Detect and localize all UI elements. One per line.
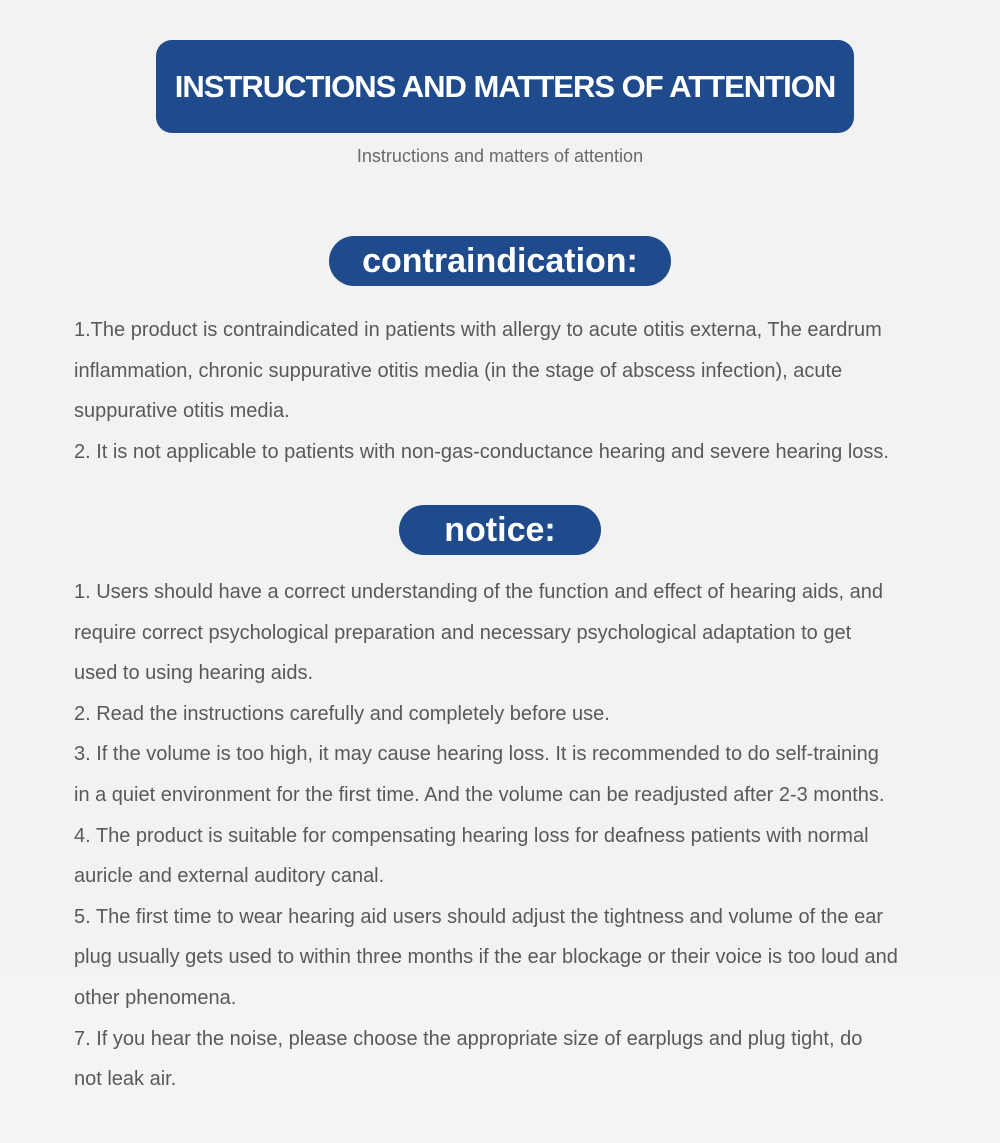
notice-line: 7. If you hear the noise, please choose the appropriate size of earplugs and plug tight, do [74, 1027, 863, 1050]
notice-line: plug usually gets used to within three months if the ear blockage or their voice is too loud and [74, 946, 898, 969]
notice-line: other phenomena. [74, 986, 237, 1009]
contraindication-line: inflammation, chronic suppurative otitis media (in the stage of abscess infection), acute [74, 359, 843, 382]
contraindication-line: suppurative otitis media. [74, 400, 290, 423]
page-title: INSTRUCTIONS AND MATTERS OF ATTENTION [174, 68, 836, 104]
contraindication-text [74, 310, 964, 472]
contraindication-line: 1.The product is contraindicated in patients with allergy to acute otitis externa, The eardrum [74, 319, 882, 341]
contraindication-line: 2. It is not applicable to patients with non-gas-conductance hearing and severe hearing loss. [74, 440, 889, 463]
notice-text [74, 572, 964, 1100]
notice-line: used to using hearing aids. [74, 662, 314, 685]
notice-line: 3. If the volume is too high, it may cause hearing loss. It is recommended to do self-training [74, 743, 879, 766]
notice-line: 2. Read the instructions carefully and completely before use. [74, 702, 610, 725]
notice-line: 5. The first time to wear hearing aid users should adjust the tightness and volume of the ear [74, 905, 883, 928]
title-banner [156, 40, 854, 133]
page-subtitle: Instructions and matters of attention [356, 146, 644, 166]
notice-heading: notice: [444, 510, 556, 549]
notice-line: 4. The product is suitable for compensating hearing loss for deafness patients with normal [74, 824, 869, 847]
notice-heading-pill [399, 505, 601, 555]
notice-line: auricle and external auditory canal. [74, 865, 385, 888]
contraindication-heading: contraindication: [362, 241, 638, 280]
notice-line: not leak air. [74, 1068, 177, 1091]
contraindication-heading-pill [329, 236, 671, 286]
notice-line: 1. Users should have a correct understanding of the function and effect of hearing aids, and [74, 581, 884, 603]
notice-line: require correct psychological preparation and necessary psychological adaptation to get [74, 621, 852, 644]
notice-line: in a quiet environment for the first time. And the volume can be readjusted after 2-3 months. [74, 783, 885, 806]
